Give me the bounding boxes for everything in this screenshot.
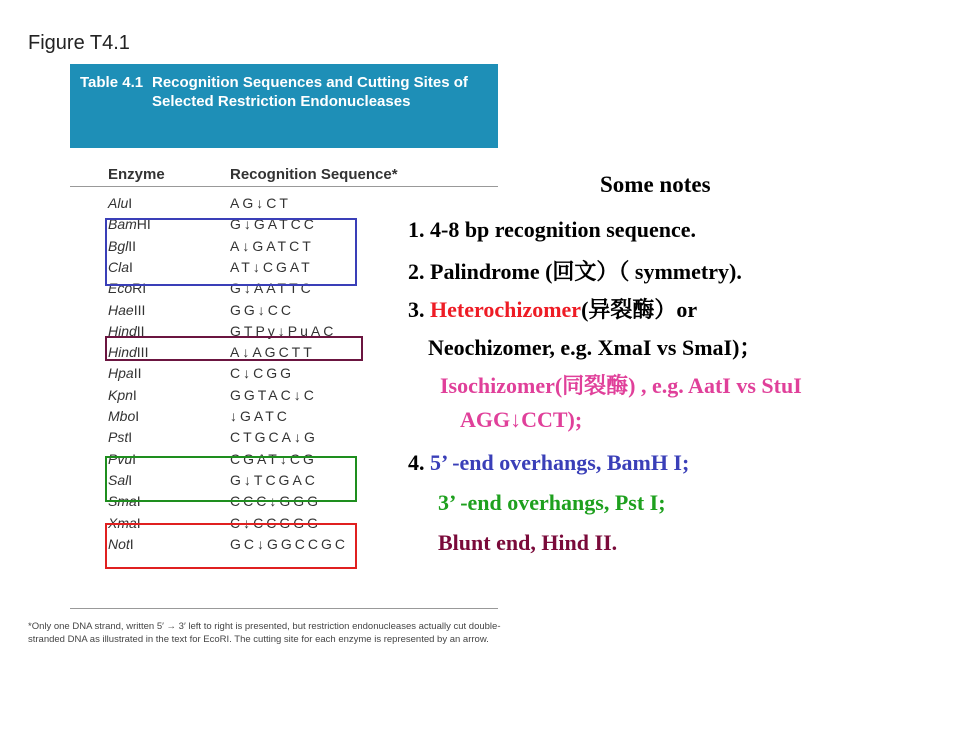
enzyme-name-suffix: I (136, 514, 141, 531)
note-4-five-prime: 5’ -end overhangs, BamH I; (430, 450, 690, 475)
enzyme-name-suffix: I (128, 471, 133, 488)
note-3-rest: (异裂酶）or (581, 297, 698, 322)
table-row-sequence: GC↓GGCCGC (230, 535, 348, 552)
table-row-sequence: CGAT↓CG (230, 450, 317, 467)
table-row-sequence: AT↓CGAT (230, 258, 313, 275)
table-row-sequence: GG↓CC (230, 301, 294, 318)
note-4-three-prime: 3’ -end overhangs, Pst I; (438, 490, 666, 515)
enzyme-name-suffix: I (129, 535, 134, 552)
enzyme-name-italic: Mbo (108, 408, 136, 424)
table-row-sequence: G↓AATTC (230, 280, 314, 297)
table-number: Table 4.1 (80, 74, 144, 91)
enzyme-name-italic: Alu (108, 195, 129, 211)
enzyme-name-italic: Hae (108, 301, 134, 318)
table-footnote: *Only one DNA strand, written 5′ → 3′ left to right is presented, but restriction endonucleases actually cut double-stranded DNA as illustrated in the text for EcoRI. The cutting site for each enzyme is represented by an arrow. (28, 621, 501, 645)
note-3-sequence: AGG↓CCT); (460, 407, 583, 432)
enzyme-name-italic: Xma (108, 514, 137, 531)
enzyme-name-suffix: HI (136, 216, 151, 233)
table-row-sequence: AG↓CT (230, 195, 291, 211)
enzyme-name-italic: Sma (108, 493, 137, 510)
enzyme-name-suffix: I (136, 493, 141, 510)
note-2: 2. Palindrome (回文）（ symmetry). (408, 259, 742, 284)
enzyme-name-suffix: RI (132, 280, 147, 297)
note-3-number: 3. (408, 297, 430, 322)
enzyme-name-italic: Pst (108, 429, 129, 446)
enzyme-name-suffix: II (128, 237, 137, 254)
table-row-enzyme (108, 193, 132, 214)
enzyme-name-italic: Hind (108, 322, 137, 339)
note-4 (408, 450, 689, 476)
note-3-isochizomer: Isochizomer(同裂酶) , e.g. AatI vs StuI (440, 373, 802, 398)
enzyme-name-italic: Cla (108, 258, 130, 275)
enzyme-name-italic: Hind (108, 344, 137, 361)
note-3-line2: Neochizomer, e.g. XmaI vs SmaI)； (428, 335, 762, 360)
enzyme-name-italic: Kpn (108, 386, 133, 403)
table-row-enzyme (108, 363, 141, 384)
table-row-enzyme (108, 427, 132, 448)
table-header (70, 64, 498, 148)
enzyme-name-suffix: I (135, 408, 140, 424)
table-row-sequence: G↓GATCC (230, 216, 317, 233)
table-row-sequence: C↓CCGGG (230, 514, 321, 531)
note-1: 1. 4-8 bp recognition sequence. (408, 217, 697, 242)
table-row-enzyme (108, 300, 145, 321)
note-3 (408, 293, 697, 324)
table-row-sequence: GGTAC↓C (230, 386, 317, 403)
enzyme-name-suffix: I (129, 258, 133, 275)
note-4-blunt-end: Blunt end, Hind II. (438, 530, 618, 555)
table-row-sequence: CCC↓GGG (230, 493, 321, 510)
table-row-sequence: CTGCA↓G (230, 429, 318, 446)
enzyme-name-italic: Eco (108, 280, 133, 297)
enzyme-name-suffix: III (136, 344, 149, 361)
highlight-box-maroon (105, 336, 363, 361)
column-header-enzyme: Enzyme (108, 166, 165, 183)
note-4-number: 4. (408, 450, 430, 475)
highlight-box-red (105, 523, 357, 569)
table-row-sequence: A↓GATCT (230, 237, 314, 254)
table-row-sequence: C↓CGG (230, 365, 294, 382)
table-row-enzyme (108, 385, 137, 406)
table-bottom-rule (70, 608, 498, 609)
table-row-sequence: GTPy↓PuAC (230, 322, 337, 339)
highlight-box-green (105, 456, 357, 502)
enzyme-name-suffix: I (128, 195, 133, 211)
note-3-heterochizomer: Heterochizomer (430, 297, 582, 322)
enzyme-name-suffix: I (132, 450, 137, 467)
table-row-sequence: ↓GATC (230, 408, 290, 424)
enzyme-name-italic: Bam (108, 216, 137, 233)
column-header-sequence: Recognition Sequence* (230, 166, 398, 183)
enzyme-name-italic: Sal (108, 471, 129, 488)
enzyme-name-suffix: II (133, 365, 142, 382)
table-row-sequence: A↓AGCTT (230, 344, 315, 361)
table-title: Recognition Sequences and Cutting Sites of Selected Restriction Endonucleases (152, 74, 468, 110)
enzyme-name-suffix: II (136, 322, 145, 339)
table-top-rule (70, 186, 498, 187)
enzyme-name-italic: Bgl (108, 237, 129, 254)
enzyme-name-italic: Not (108, 535, 130, 552)
enzyme-name-suffix: I (132, 386, 137, 403)
enzyme-name-suffix: I (128, 429, 133, 446)
enzyme-name-italic: Hpa (108, 365, 134, 382)
highlight-box-blue (105, 218, 357, 286)
notes-title: Some notes (600, 172, 711, 197)
figure-label: Figure T4.1 (28, 32, 130, 54)
enzyme-name-italic: Pvu (108, 450, 133, 467)
enzyme-name-suffix: III (133, 301, 146, 318)
table-row-enzyme (108, 406, 139, 427)
table-row-sequence: G↓TCGAC (230, 471, 318, 488)
